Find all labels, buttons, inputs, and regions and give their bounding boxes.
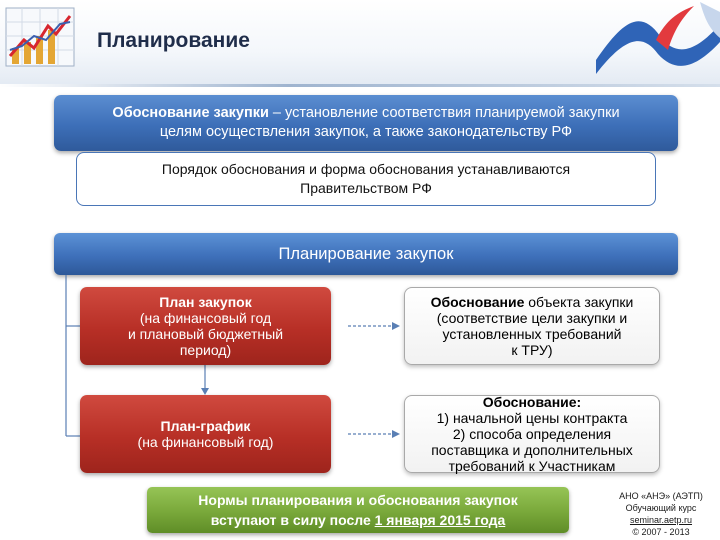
arrow-right-icon <box>392 322 400 330</box>
growth-chart-logo-icon <box>4 6 76 68</box>
object-justification-line: установленных требований <box>442 326 622 342</box>
effective-date: 1 января 2015 года <box>374 512 506 528</box>
definition-line-1 <box>112 104 619 123</box>
schedule-plan-title: План-график <box>160 418 251 434</box>
notice-prefix: вступают в силу после <box>210 512 375 528</box>
procurement-plan-line: и плановый бюджетный <box>127 326 284 342</box>
page-title: Планирование <box>97 29 250 52</box>
object-justification-box <box>404 287 660 365</box>
procurement-plan-line: период) <box>179 342 232 358</box>
header-divider <box>0 84 720 87</box>
definition-line-2: целям осуществления закупок, а также законодательству РФ <box>159 124 573 140</box>
object-justification-term: Обоснование <box>430 294 525 310</box>
price-justification-title: Обоснование: <box>482 394 582 410</box>
order-note-line-2: Правительством РФ <box>300 180 432 196</box>
procurement-plan-box <box>80 287 331 365</box>
procurement-plan-line: (на финансовый год <box>139 310 272 326</box>
arrow-right-icon <box>392 430 400 438</box>
footer-credits <box>602 490 720 538</box>
order-note <box>76 152 656 206</box>
definition-banner <box>54 95 678 151</box>
definition-term: Обоснование закупки <box>112 105 269 121</box>
arrow-down-icon <box>201 388 209 395</box>
planning-title-bar: Планирование закупок <box>54 233 678 275</box>
object-justification-line: к ТРУ) <box>511 342 553 358</box>
effective-date-notice <box>147 487 569 533</box>
notice-line-2 <box>211 510 506 530</box>
footer-site-link[interactable]: seminar.aetp.ru <box>629 515 693 525</box>
object-justification-heading <box>431 294 634 310</box>
object-justification-rest: объекта закупки <box>524 294 634 310</box>
price-justification-line: поставщика и дополнительных <box>431 442 633 458</box>
schedule-plan-box <box>80 395 331 473</box>
footer-org: АНО «АНЭ» (АЭТП) <box>619 491 703 501</box>
order-note-line-1: Порядок обоснования и форма обоснования устанавливаются <box>161 161 571 177</box>
procurement-plan-title: План закупок <box>159 294 252 310</box>
price-justification-line: 1) начальной цены контракта <box>436 410 628 426</box>
object-justification-line: (соответствие цели закупки и <box>436 310 628 326</box>
brand-swoosh-icon <box>596 2 720 82</box>
schedule-plan-line: (на финансовый год) <box>137 434 274 450</box>
price-justification-line: требований к Участникам <box>448 458 616 474</box>
footer-years: © 2007 - 2013 <box>632 527 690 537</box>
definition-text: – установление соответствия планируемой закупки <box>268 105 620 121</box>
notice-line-1: Нормы планирования и обоснования закупок <box>198 492 518 508</box>
footer-course: Обучающий курс <box>625 503 697 513</box>
price-justification-box <box>404 395 660 473</box>
price-justification-line: 2) способа определения <box>452 426 612 442</box>
